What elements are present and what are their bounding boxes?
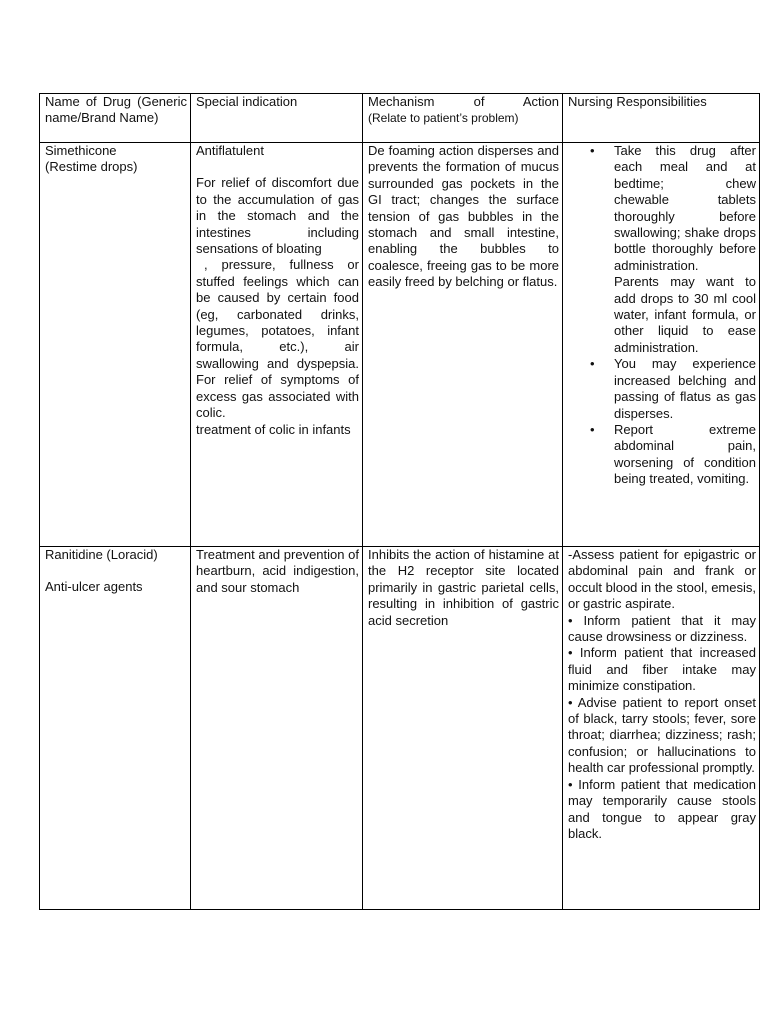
header-mechanism-title: Mechanism of Action — [368, 94, 559, 109]
drug-name-cell: Ranitidine (Loracid) Anti-ulcer agents — [40, 547, 191, 910]
header-nursing-responsibilities: Nursing Responsibilities — [563, 94, 760, 143]
mechanism-cell — [363, 143, 563, 547]
nursing-responsibilities-cell — [563, 547, 760, 910]
list-item: -Assess patient for epigastric or abdominal pain and frank or occult blood in the stool, emesis, or gastric aspirate. — [568, 547, 756, 612]
header-special-indication: Special indication — [191, 94, 363, 143]
list-item: • Advise patient to report onset of black, tarry stools; fever, sore throat; diarrhea; dizziness; rash; confusion; or hallucinations to health car professional promptly. — [568, 694, 756, 776]
indication-text: treatment of colic in infants — [196, 421, 351, 437]
bullet-icon: • — [590, 143, 595, 158]
list-item: • Report extreme abdominal pain, worsening of condition being treated, vomiting. — [590, 421, 756, 487]
mechanism-cell — [363, 547, 563, 910]
header-mechanism-of-action — [363, 94, 563, 143]
header-drug-name: Name of Drug (Generic name/Brand Name) — [40, 94, 191, 143]
bullet-icon: • — [590, 356, 595, 372]
list-item: • You may experience increased belching and passing of flatus as gas disperses. — [590, 356, 756, 421]
list-item: Parents may want to add drops to 30 ml cool water, infant formula, or other liquid to ease administration. — [614, 274, 756, 355]
list-item: • Inform patient that medication may temporarily cause stools and tongue to appear gray black. — [568, 776, 756, 841]
drug-study-table — [39, 93, 760, 910]
special-indication-cell — [191, 547, 363, 910]
bullet-icon: • — [590, 421, 595, 437]
list-item: • Inform patient that it may cause drowsiness or dizziness. — [568, 612, 756, 645]
indication-text: Treatment and prevention of heartburn, acid indigestion, and sour stomach — [196, 547, 359, 595]
indication-title: Antiflatulent — [196, 143, 264, 158]
table-header-row — [40, 94, 760, 143]
special-indication-cell — [191, 143, 363, 547]
list-item: • Take this drug after each meal and at bedtime; chew chewable tablets thoroughly before swallowing; shake drops bottle thoroughly before administration. — [590, 143, 756, 273]
nursing-list — [568, 143, 756, 488]
mechanism-text: Inhibits the action of histamine at the H2 receptor site located primarily in gastric parietal cells, resulting in inhibition of gastric acid secretion — [368, 547, 559, 628]
list-item: • Inform patient that increased fluid and fiber intake may minimize constipation. — [568, 645, 756, 694]
table-row — [40, 143, 760, 547]
indication-text: For relief of discomfort due to the accumulation of gas in the stomach and the intestines including sensations of bloating — [196, 175, 359, 257]
drug-class: Anti-ulcer agents — [45, 579, 143, 595]
indication-text: , pressure, fullness or stuffed feelings which can be caused by certain food (eg, carbonated drinks, legumes, potatoes, infant formula, etc.), air swallowing and dyspepsia. For relief of symptoms of excess gas associated with colic. — [196, 257, 359, 421]
header-mechanism-subtitle: (Relate to patient’s problem) — [368, 111, 519, 126]
table-row — [40, 547, 760, 910]
drug-name-cell: Simethicone (Restime drops) — [40, 143, 191, 547]
nursing-responsibilities-cell — [563, 143, 760, 547]
mechanism-text: De foaming action disperses and prevents the formation of mucus surrounded gas pockets in the GI tract; changes the surface tension of gas bubbles in the stomach and small intestine, enabling the bubbles to coalesce, freeing gas to be more easily freed by belching or flatus. — [368, 143, 559, 290]
